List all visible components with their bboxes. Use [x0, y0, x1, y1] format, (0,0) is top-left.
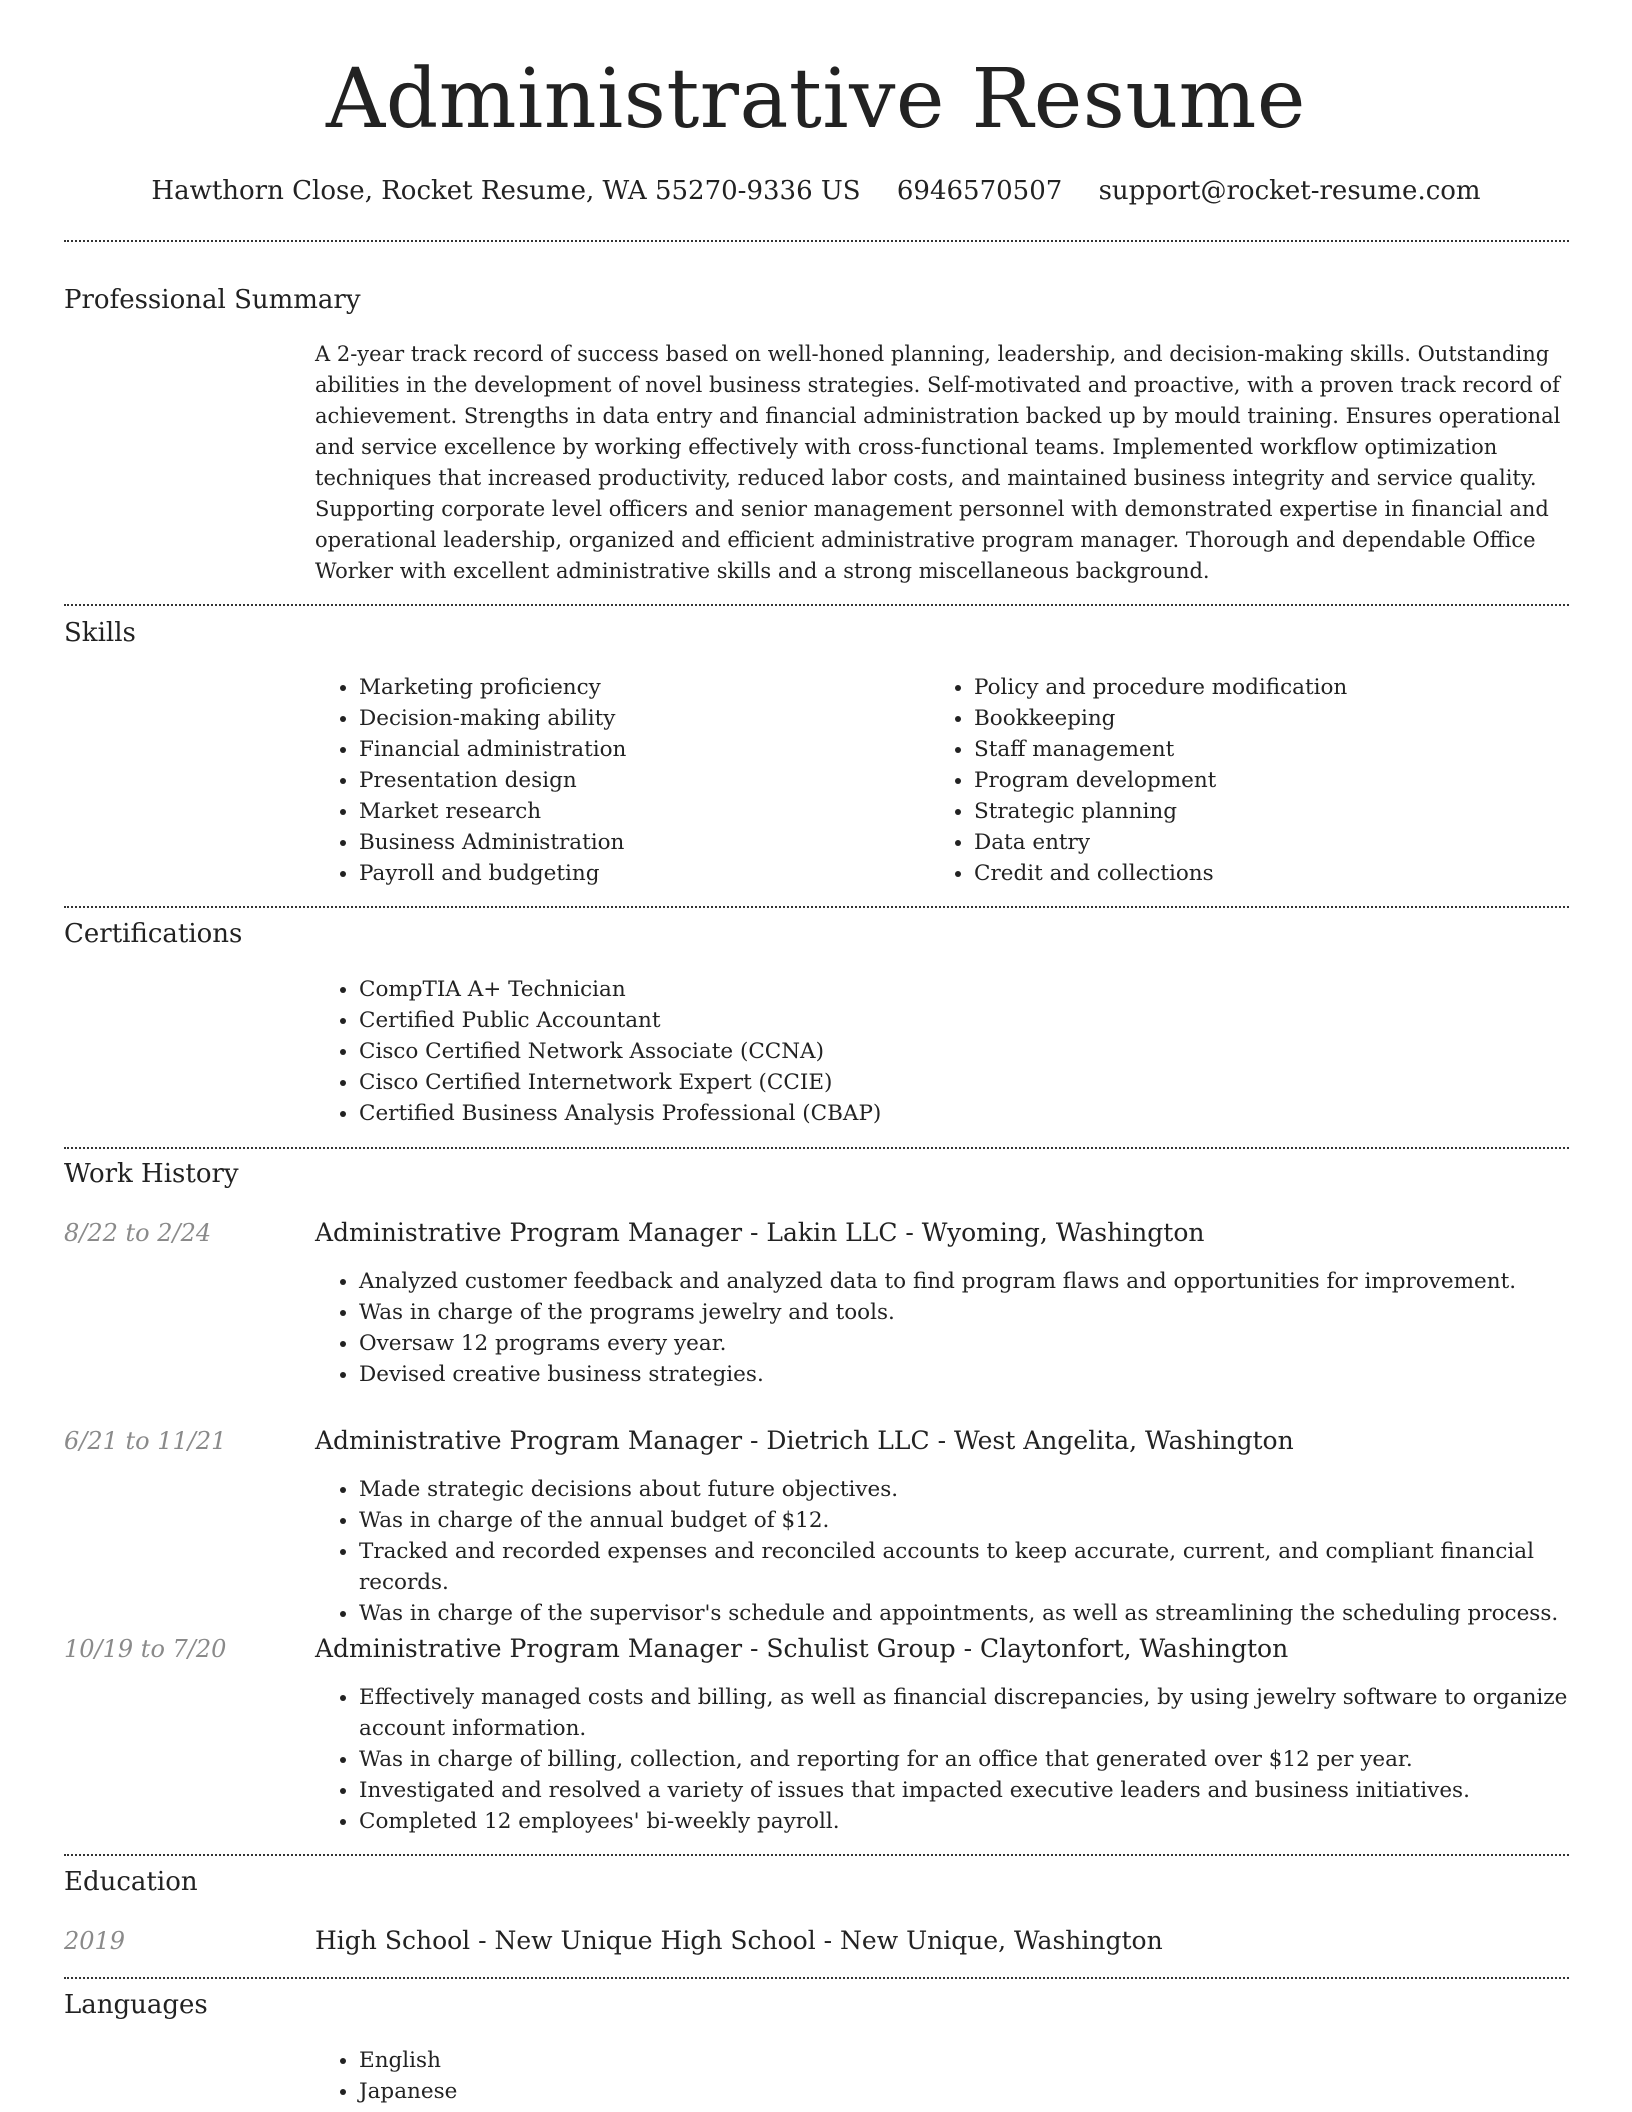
- list-item: • Strategic planning: [974, 796, 1594, 827]
- education-entry: High School - New Unique High School - New Unique, Washington: [315, 1926, 1163, 1955]
- education-heading: Education: [64, 1867, 198, 1897]
- contact-phone: 6946570507: [896, 176, 1063, 206]
- list-item: • Was in charge of the supervisor's schedule and appointments, as well as streamlining the scheduling process.: [359, 1598, 1609, 1629]
- list-item: • Was in charge of the programs jewelry and tools.: [359, 1297, 1609, 1328]
- list-item: • Was in charge of billing, collection, and reporting for an office that generated over $12 per year.: [359, 1744, 1609, 1775]
- job-title: Administrative Program Manager - Lakin LLC - Wyoming, Washington: [315, 1218, 1205, 1247]
- section-divider: [64, 1977, 1569, 1979]
- list-item: • Credit and collections: [974, 858, 1594, 889]
- section-divider: [64, 240, 1569, 242]
- list-item: • Devised creative business strategies.: [359, 1359, 1609, 1390]
- languages-heading: Languages: [64, 1990, 208, 2020]
- list-item: • Payroll and budgeting: [359, 858, 919, 889]
- list-item: • Investigated and resolved a variety of issues that impacted executive leaders and business initiatives.: [359, 1775, 1609, 1806]
- job-bullets: [315, 1682, 1609, 1837]
- certifications-heading: Certifications: [64, 919, 243, 949]
- list-item: • Policy and procedure modification: [974, 672, 1594, 703]
- list-item: • Financial administration: [359, 734, 919, 765]
- list-item: • Certified Public Accountant: [359, 1005, 1559, 1036]
- summary-heading: Professional Summary: [64, 285, 361, 315]
- list-item: • Analyzed customer feedback and analyzed data to find program flaws and opportunities for improvement.: [359, 1266, 1609, 1297]
- section-divider: [64, 604, 1569, 606]
- job-dates: 6/21 to 11/21: [64, 1427, 227, 1455]
- resume-title: Administrative Resume: [326, 52, 1306, 147]
- list-item: • English: [359, 2045, 959, 2076]
- list-item: • Effectively managed costs and billing, as well as financial discrepancies, by using jewelry software to organize account information.: [359, 1682, 1609, 1744]
- list-item: • CompTIA A+ Technician: [359, 974, 1559, 1005]
- certifications-list: [315, 974, 1559, 1129]
- summary-text: A 2-year track record of success based on well-honed planning, leadership, and decision-making skills. Outstanding abilities in the development of novel business strategies. Self-motivated and proactive, with a proven track record of achievement. Strengths in data entry and financial administration backed up by mould training. Ensures operational and service excellence by working effectively with cross-functional teams. Implemented workflow optimization techniques that increased productivity, reduced labor costs, and maintained business integrity and service quality. Supporting corporate level officers and senior management personnel with demonstrated expertise in financial and operational leadership, organized and efficient administrative program manager. Thorough and dependable Office Worker with excellent administrative skills and a strong miscellaneous background.: [315, 342, 1561, 583]
- list-item: • Japanese: [359, 2076, 959, 2107]
- list-item: • Market research: [359, 796, 919, 827]
- skills-heading: Skills: [64, 618, 136, 648]
- job-title: Administrative Program Manager - Dietrich LLC - West Angelita, Washington: [315, 1426, 1294, 1455]
- languages-list: [315, 2045, 959, 2107]
- section-divider: [64, 1854, 1569, 1856]
- job-bullets: [315, 1474, 1609, 1629]
- list-item: • Cisco Certified Network Associate (CCNA): [359, 1036, 1559, 1067]
- job-bullets: [315, 1266, 1609, 1390]
- list-item: • Certified Business Analysis Professional (CBAP): [359, 1098, 1559, 1129]
- job-title: Administrative Program Manager - Schulist Group - Claytonfort, Washington: [315, 1634, 1289, 1663]
- list-item: • Program development: [974, 765, 1594, 796]
- resume-header: [0, 0, 1632, 208]
- education-year: 2019: [64, 1927, 126, 1955]
- list-item: • Oversaw 12 programs every year.: [359, 1328, 1609, 1359]
- list-item: • Decision-making ability: [359, 703, 919, 734]
- list-item: • Marketing proficiency: [359, 672, 919, 703]
- skills-list-left: [315, 672, 919, 889]
- list-item: • Bookkeeping: [974, 703, 1594, 734]
- contact-address: Hawthorn Close, Rocket Resume, WA 55270-9336 US: [151, 176, 861, 206]
- job-dates: 8/22 to 2/24: [64, 1219, 212, 1247]
- contact-line: [0, 174, 1632, 208]
- section-divider: [64, 906, 1569, 908]
- list-item: • Was in charge of the annual budget of $12.: [359, 1505, 1609, 1536]
- list-item: • Business Administration: [359, 827, 919, 858]
- skills-list-right: [930, 672, 1594, 889]
- list-item: • Tracked and recorded expenses and reconciled accounts to keep accurate, current, and compliant financial records.: [359, 1536, 1609, 1598]
- section-divider: [64, 1147, 1569, 1149]
- list-item: • Presentation design: [359, 765, 919, 796]
- list-item: • Made strategic decisions about future objectives.: [359, 1474, 1609, 1505]
- work-history-heading: Work History: [64, 1159, 239, 1189]
- list-item: • Staff management: [974, 734, 1594, 765]
- list-item: • Completed 12 employees' bi-weekly payroll.: [359, 1806, 1609, 1837]
- list-item: • Data entry: [974, 827, 1594, 858]
- list-item: • Cisco Certified Internetwork Expert (CCIE): [359, 1067, 1559, 1098]
- job-dates: 10/19 to 7/20: [64, 1635, 227, 1663]
- contact-email: support@rocket-resume.com: [1098, 176, 1481, 206]
